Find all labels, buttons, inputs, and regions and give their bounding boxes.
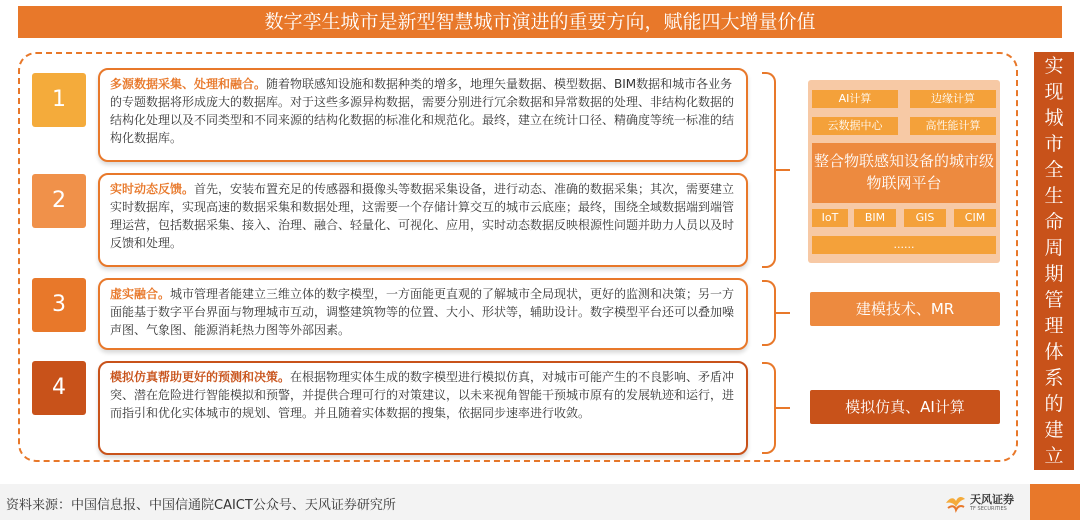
item-1-card <box>98 68 748 162</box>
brace-middle-tip <box>776 312 790 314</box>
brace-middle <box>762 280 776 346</box>
logo-text-en: TF SECURITIES <box>970 505 1007 512</box>
brace-top-tip <box>776 169 790 171</box>
vertical-title <box>1034 52 1074 470</box>
item-2-number: 2 <box>32 174 86 228</box>
source-note: 资料来源：中国信息报、中国信通院CAICT公众号、天风证券研究所 <box>6 498 396 513</box>
chip-iot: IoT <box>812 209 848 227</box>
brace-top <box>762 72 776 268</box>
item-4-card <box>98 361 748 455</box>
tag-simulation-ai: 模拟仿真、AI计算 <box>810 390 1000 424</box>
item-3-card <box>98 278 748 350</box>
footer-accent <box>1030 484 1080 520</box>
item-1-text: 随着物联感知设施和数据种类的增多，地理矢量数据、模型数据、BIM数据和城市各业务的专题数据将形成庞大的数据库。对于这些多源异构数据，需要分别进行冗余数据和异常数据的处理、非结构化数据的结构化处理以及不同类型和不同来源的结构化数据的标准化和规范化。最终，建立在统计口径、精确度等统一标准的结构化数据库。 <box>110 77 735 145</box>
page-title: 数字孪生城市是新型智慧城市演进的重要方向，赋能四大增量价值 <box>18 6 1062 38</box>
item-1-number: 1 <box>32 73 86 127</box>
tag-modeling-mr: 建模技术、MR <box>810 292 1000 326</box>
item-2-highlight: 实时动态反馈。 <box>110 182 195 196</box>
logo <box>944 493 1014 513</box>
item-4-number: 4 <box>32 361 86 415</box>
iot-platform-box: 整合物联感知设备的城市级物联网平台 <box>812 143 996 203</box>
chip-ai-computing: AI计算 <box>812 90 898 108</box>
chip-ellipsis: ...... <box>812 236 996 254</box>
brace-bottom-tip <box>776 407 790 409</box>
brace-bottom <box>762 362 776 454</box>
item-3-text: 城市管理者能建立三维立体的数字模型，一方面能更直观的了解城市全局现状，更好的监测和决策；另一方面能基于数字平台界面与物理城市互动，调整建筑物等的位置、大小、形状等，辅助设计。数字模型平台还可以叠加噪声图、气象图、能源消耗热力图等外部因素。 <box>110 287 735 337</box>
chip-hpc: 高性能计算 <box>910 117 996 135</box>
item-3-number: 3 <box>32 278 86 332</box>
item-3-highlight: 虚实融合。 <box>110 287 171 301</box>
item-4-highlight: 模拟仿真帮助更好的预测和决策。 <box>110 370 291 384</box>
item-1-highlight: 多源数据采集、处理和融合。 <box>110 77 267 91</box>
chip-bim: BIM <box>854 209 896 227</box>
item-4-text: 在根据物理实体生成的数字模型进行模拟仿真，对城市可能产生的不良影响、矛盾冲突、潜在危险进行智能模拟和预警，并提供合理可行的对策建议，以未来视角智能干预城市原有的发展轨迹和运行，进而指引和优化实体城市的规划、管理。并且随着实体数据的搜集，依据同步速率进行收敛。 <box>110 370 735 420</box>
vertical-title-text: 实现城市全生命周期管理体系的建立 <box>1044 55 1064 467</box>
chip-gis: GIS <box>904 209 946 227</box>
chip-edge-computing: 边缘计算 <box>910 90 996 108</box>
item-2-text: 首先，安装布置充足的传感器和摄像头等数据采集设备，进行动态、准确的数据采集；其次，需要建立实时数据库，实现高速的数据采集和数据处理，这需要一个存储计算交互的城市云底座；最终，围绕全域数据端到端管理运营，包括数据采集、接入、治理、融合、轻量化、可视化、应用，实时动态数据反映根源性问题并助力人员以及时反馈和处理。 <box>110 182 735 250</box>
chip-cim: CIM <box>954 209 996 227</box>
logo-mark-icon <box>944 493 966 513</box>
logo-text-cn: 天风证券 <box>970 492 1014 506</box>
chip-cloud-datacenter: 云数据中心 <box>812 117 898 135</box>
item-2-card <box>98 173 748 267</box>
